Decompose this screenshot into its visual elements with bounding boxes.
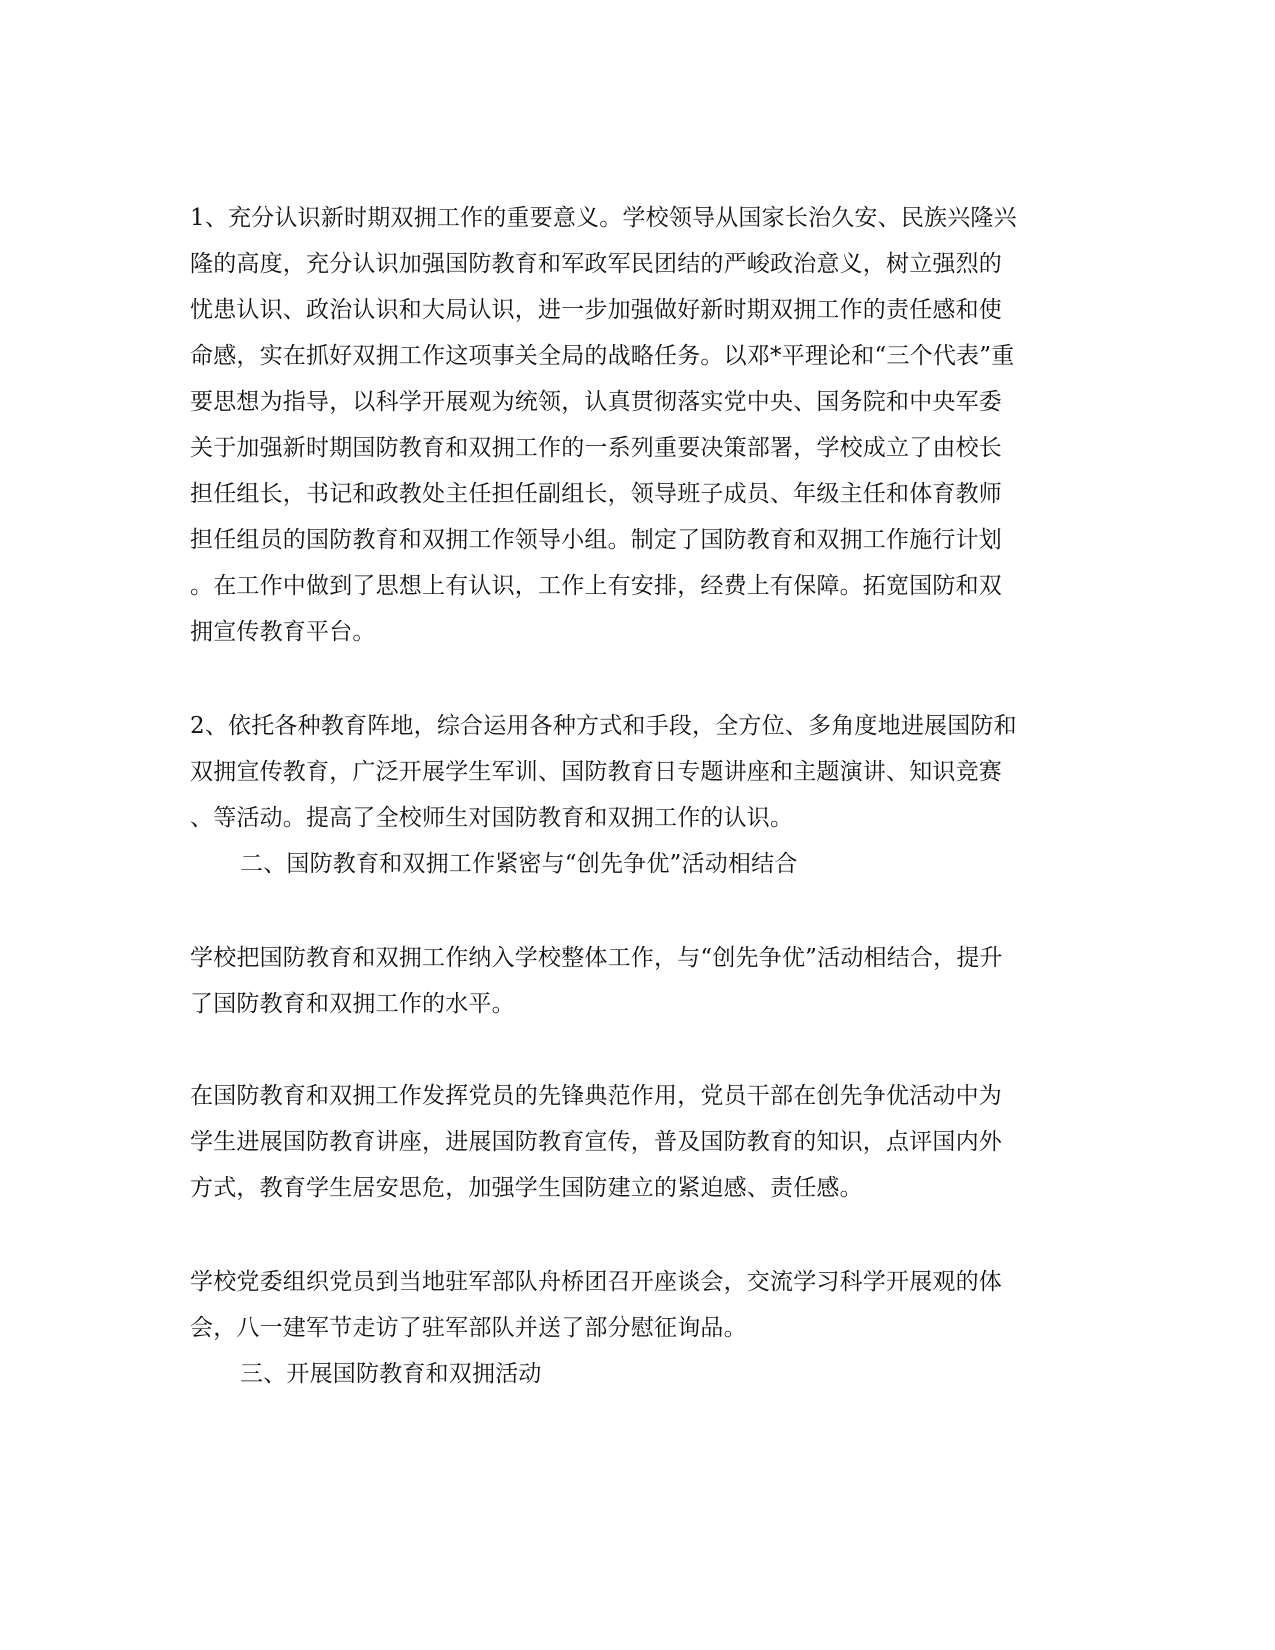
- paragraph-line: 命感，实在抓好双拥工作这项事关全局的战略任务。以邓*平理论和“三个代表”重: [190, 343, 1015, 369]
- paragraph-line: 会，八一建军节走访了驻军部队并送了部分慰征询品。: [190, 1315, 747, 1341]
- paragraph-line: 学校党委组织党员到当地驻军部队舟桥团召开座谈会，交流学习科学开展观的体: [190, 1269, 1002, 1295]
- paragraph-line: 学校把国防教育和双拥工作纳入学校整体工作，与“创先争优”活动相结合，提升: [190, 945, 1003, 971]
- section-heading-2: 二、国防教育和双拥工作紧密与“创先争优”活动相结合: [240, 851, 798, 877]
- paragraph-line: 2、依托各种教育阵地，综合运用各种方式和手段，全方位、多角度地进展国防和: [190, 713, 1017, 739]
- paragraph-line: 了国防教育和双拥工作的水平。: [190, 991, 515, 1017]
- paragraph-line: 忧患认识、政治认识和大局认识，进一步加强做好新时期双拥工作的责任感和使: [190, 297, 1002, 323]
- paragraph-line: 1、充分认识新时期双拥工作的重要意义。学校领导从国家长治久安、民族兴隆兴: [190, 205, 1017, 231]
- paragraph-line: 关于加强新时期国防教育和双拥工作的一系列重要决策部署，学校成立了由校长: [190, 435, 1002, 461]
- section-heading-3: 三、开展国防教育和双拥活动: [240, 1361, 542, 1387]
- paragraph-line: 担任组长，书记和政教处主任担任副组长，领导班子成员、年级主任和体育教师: [190, 481, 1002, 507]
- paragraph-line: 担任组员的国防教育和双拥工作领导小组。制定了国防教育和双拥工作施行计划: [190, 527, 1002, 553]
- paragraph-line: 拥宣传教育平台。: [190, 619, 376, 645]
- paragraph-line: 方式，教育学生居安思危，加强学生国防建立的紧迫感、责任感。: [190, 1175, 863, 1201]
- paragraph-line: 隆的高度，充分认识加强国防教育和军政军民团结的严峻政治意义，树立强烈的: [190, 251, 1002, 277]
- paragraph-line: 在国防教育和双拥工作发挥党员的先锋典范作用，党员干部在创先争优活动中为: [190, 1083, 1002, 1109]
- paragraph-line: 学生进展国防教育讲座，进展国防教育宣传，普及国防教育的知识，点评国内外: [190, 1129, 1002, 1155]
- paragraph-line: 。在工作中做到了思想上有认识，工作上有安排，经费上有保障。拓宽国防和双: [190, 573, 1002, 599]
- paragraph-line: 、等活动。提高了全校师生对国防教育和双拥工作的认识。: [190, 805, 794, 831]
- paragraph-line: 双拥宣传教育，广泛开展学生军训、国防教育日专题讲座和主题演讲、知识竞赛: [190, 759, 1002, 785]
- paragraph-line: 要思想为指导，以科学开展观为统领，认真贯彻落实党中央、国务院和中央军委: [190, 389, 1002, 415]
